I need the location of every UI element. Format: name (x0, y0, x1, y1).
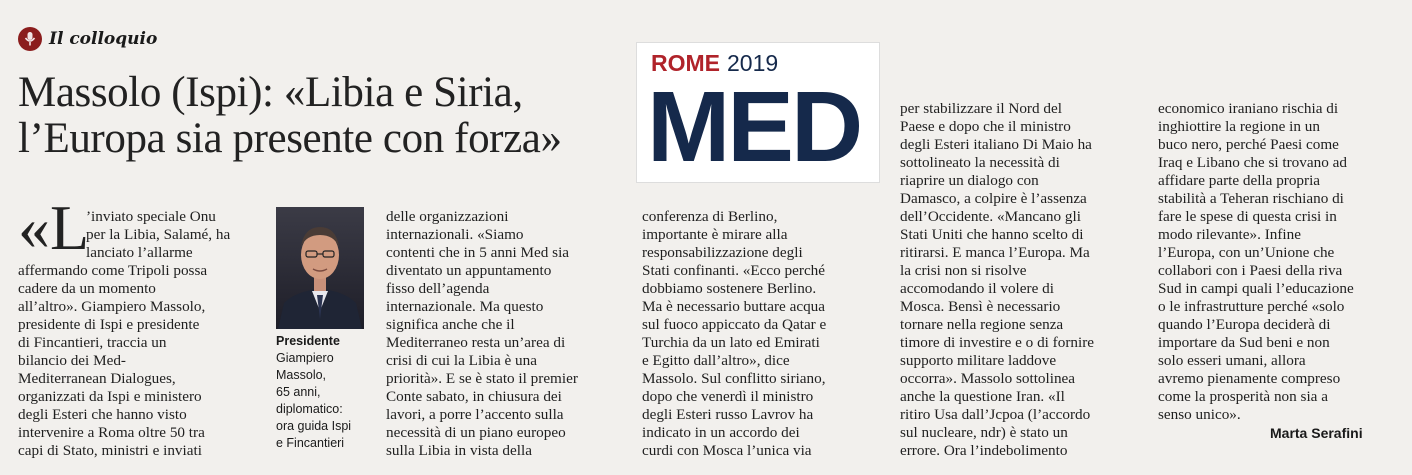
caption-line: e Fincantieri (276, 436, 345, 450)
text-line: dopo che venerdì il ministro (642, 388, 814, 405)
drop-cap (18, 192, 90, 263)
text-line: timore di investire e o di fornire (900, 334, 1095, 351)
text-line: di Fincantieri, traccia un (18, 334, 167, 351)
text-line: lanciato l’allarme (86, 244, 193, 261)
text-line: Mosca. Bensì è necessario (900, 298, 1061, 315)
logo-rome: ROME (651, 50, 720, 76)
text-line: Mediterraneo resta un’area di (386, 334, 566, 351)
text-line: delle organizzazioni (386, 208, 509, 225)
headline (18, 70, 618, 162)
text-line: tornare nella regione senza (900, 316, 1064, 333)
text-line: bilancio dei Med- (18, 352, 126, 369)
text-line: dell’Occidente. «Mancano gli (900, 208, 1081, 225)
text-line: accomodando il volere di (900, 280, 1054, 297)
text-line: inghiottire la regione in un (1158, 118, 1320, 135)
text-line: Stati confinanti. «Ecco perché (642, 262, 826, 279)
article-col-3 (642, 208, 882, 460)
text-line: affermando come Tripoli possa (18, 262, 208, 279)
text-line: modo rilevante». Infine (1158, 226, 1301, 243)
text-line: ritirarsi. E manca l’Europa. Ma (900, 244, 1090, 261)
headline-line-1: Massolo (Ispi): «Libia e Siria, (18, 69, 523, 116)
text-line: cadere da un momento (18, 280, 156, 297)
kicker (18, 26, 157, 52)
text-line: contenti che in 5 anni Med sia (386, 244, 570, 261)
text-line: ’inviato speciale Onu (86, 208, 216, 225)
text-line: capi di Stato, ministri e inviati (18, 442, 202, 459)
article-col-2 (386, 208, 626, 460)
text-line: importante è mirare alla (642, 226, 788, 243)
text-line: ritiro Usa dall’Jcpoa (l’accordo (900, 406, 1091, 423)
text-line: anche la questione Iran. «Il (900, 388, 1065, 405)
text-line: sottolineato la necessità di (900, 154, 1060, 171)
text-line: fare le spese di questa crisi in (1158, 208, 1337, 225)
text-line: stabilità a Teheran rischiano di (1158, 190, 1344, 207)
text-line: Stati Uniti che hanno scelto di (900, 226, 1084, 243)
text-line: Iraq e Libano che si trovano ad (1158, 154, 1347, 171)
photo-caption (276, 333, 372, 452)
text-line: per stabilizzare il Nord del (900, 100, 1062, 117)
drop-cap-letter: L (50, 192, 90, 263)
text-line: crisi di cui la Libia è una (386, 352, 537, 369)
text-line: priorità». E se è stato il premier (386, 370, 578, 387)
caption-line: Giampiero (276, 351, 334, 365)
caption-line: 65 anni, (276, 385, 321, 399)
text-line: significa anche che il (386, 316, 515, 333)
article-col-4 (900, 100, 1140, 460)
byline: Marta Serafini (1270, 425, 1363, 441)
text-line: supporto militare laddove (900, 352, 1057, 369)
text-line: presidente di Ispi e presidente (18, 316, 200, 333)
caption-line: Massolo, (276, 368, 327, 382)
caption-line: diplomatico: (276, 402, 343, 416)
text-line: occorra». Massolo sottolinea (900, 370, 1076, 387)
text-line: indicato in un accordo dei (642, 424, 800, 441)
text-line: riaprire un dialogo con (900, 172, 1039, 189)
text-line: errore. Ora l’indebolimento (900, 442, 1068, 459)
text-line: internazionale. Ma questo (386, 298, 544, 315)
article-col-5 (1158, 100, 1398, 424)
text-line: Mediterranean Dialogues, (18, 370, 176, 387)
text-line: Damasco, a colpire è l’assenza (900, 190, 1087, 207)
text-line: Ma è necessario buttare acqua (642, 298, 825, 315)
text-line: responsabilizzazione degli (642, 244, 803, 261)
text-line: fisso dell’agenda (386, 280, 490, 297)
text-line: senso unico». (1158, 406, 1241, 423)
text-line: sulla Libia in vista della (386, 442, 532, 459)
text-line: all’altro». Giampiero Massolo, (18, 298, 206, 315)
text-line: dobbiamo sostenere Berlino. (642, 280, 817, 297)
text-line: sul fuoco appiccato da Qatar e (642, 316, 827, 333)
text-line: Massolo. Sul conflitto siriano, (642, 370, 826, 387)
text-line: internazionali. «Siamo (386, 226, 524, 243)
text-line: collabori con i Paesi della riva (1158, 262, 1343, 279)
text-line: conferenza di Berlino, (642, 208, 778, 225)
text-line: avremo pienamente compreso (1158, 370, 1341, 387)
text-line: diventato un appuntamento (386, 262, 552, 279)
text-line: e Egitto dall’altro», dice (642, 352, 790, 369)
article-col-1 (18, 262, 268, 460)
text-line: intervenire a Roma oltre 50 tra (18, 424, 205, 441)
caption-label: Presidente (276, 334, 340, 348)
text-line: importare da Sud beni e non (1158, 334, 1330, 351)
text-line: organizzati da Ispi e ministero (18, 388, 202, 405)
text-line: necessità di un piano europeo (386, 424, 566, 441)
text-line: curdi con Mosca l’unica via (642, 442, 812, 459)
rome-med-logo (636, 42, 880, 183)
kicker-label: Il colloquio (49, 29, 158, 49)
text-line: quando l’Europa deciderà di (1158, 316, 1331, 333)
text-line: economico iraniano rischia di (1158, 100, 1339, 117)
text-line: degli Esteri russo Lavrov ha (642, 406, 814, 423)
text-line: Paese e dopo che il ministro (900, 118, 1071, 135)
logo-med: MED (647, 71, 861, 182)
text-line: Sud in campi quali l’educazione (1158, 280, 1354, 297)
text-line: per la Libia, Salamé, ha (86, 226, 231, 243)
headline-line-2: l’Europa sia presente con forza» (18, 115, 562, 162)
text-line: affidare parte della propria (1158, 172, 1321, 189)
article-col-1-intro (86, 208, 266, 262)
text-line: Conte sabato, in chiusura dei (386, 388, 562, 405)
text-line: degli Esteri che hanno visto (18, 406, 187, 423)
caption-line: ora guida Ispi (276, 419, 352, 433)
text-line: degli Esteri italiano Di Maio ha (900, 136, 1092, 153)
drop-cap-quote: « (18, 192, 50, 263)
text-line: solo esseri umani, allora (1158, 352, 1306, 369)
portrait-photo (276, 207, 364, 329)
text-line: sul nucleare, ndr) è stato un (900, 424, 1068, 441)
text-line: la crisi non si risolve (900, 262, 1027, 279)
text-line: come la prosperità non sia a (1158, 388, 1328, 405)
text-line: l’Europa, con un’Unione che (1158, 244, 1335, 261)
text-line: buco nero, perché Paesi come (1158, 136, 1339, 153)
text-line: lavori, a porre l’accento sulla (386, 406, 564, 423)
logo-year: 2019 (727, 50, 779, 76)
text-line: Turchia da un lato ed Emirati (642, 334, 820, 351)
text-line: o le infrastrutture perché «solo (1158, 298, 1345, 315)
microphone-icon (18, 27, 42, 51)
